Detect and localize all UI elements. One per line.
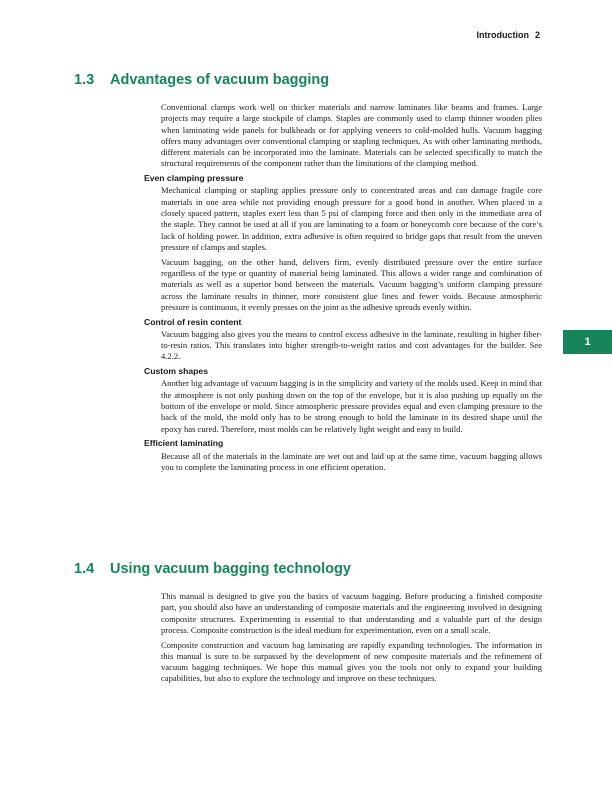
subheading-efficient-laminating: Efficient laminating	[144, 438, 224, 449]
section-heading-1-3	[74, 72, 329, 88]
chapter-tab-label: 1	[584, 336, 591, 348]
subheading-resin-content: Control of resin content	[144, 316, 242, 327]
intro-paragraph: Conventional clamps work well on thicker materials and narrow laminates like beams and frames. Large projects may require a large stockpile of clamps. Staples are commonly used to clamp thinner wooden plies when laminating wide panels for bulkheads or for applying veneers to cold-molded hulls. Vacuum bagging offers many advantages over conventional clamping or stapling techniques. As with other laminating methods, different materials can be incorporated into the laminate. Materials can be selected specifically to match the structural requirements of the component rather than the limitations of the clamping method.	[161, 102, 542, 169]
section-1-3-body	[114, 102, 542, 477]
paragraph: Vacuum bagging, on the other hand, delivers firm, evenly distributed pressure over the entire surface regardless of the type or quantity of material being laminated. This allows a wider range and combination of materials as well as a superior bond between the materials. Vacuum bagging’s uniform clamping pressure across the laminate results in thinner, more consistent glue lines and fewer voids. Because atmospheric pressure is continuous, it evenly presses on the joint as the adhesive spreads evenly within.	[161, 256, 542, 312]
chapter-title: Introduction	[476, 30, 529, 40]
section-title: Using vacuum bagging technology	[110, 561, 351, 577]
paragraph: Mechanical clamping or stapling applies pressure only to concentrated areas and can damage fragile core materials in one area while not providing enough pressure for a good bond in another. When placed in a closely spaced pattern, staples exert less than 5 psi of clamping force and then only in the immediate area of the staple. They cannot be used at all if you are laminating to a foam or honeycomb core because of the core’s lack of holding power. In addition, extra adhesive is often required to bridge gaps that result from the uneven pressure of clamps and staples.	[161, 185, 542, 252]
page-number: 2	[534, 30, 540, 40]
running-header	[476, 30, 540, 40]
section-number: 1.3	[74, 72, 95, 88]
section-1-4-body	[114, 591, 542, 688]
paragraph: Another big advantage of vacuum bagging is in the simplicity and variety of the molds used. Keep in mind that the atmosphere is not only pushing down on the top of the envelope, but it is also pushing up equally on the bottom of the envelope or mold. Since atmospheric pressure provides equal and even clamping pressure to the back of the mold, the mold only has to be strong enough to hold the laminate in its desired shape until the epoxy has cured. Therefore, most molds can be relatively light weight and easy to build.	[161, 378, 542, 434]
paragraph: Because all of the materials in the laminate are wet out and laid up at the same time, vacuum bagging allows you to complete the laminating process in one efficient operation.	[161, 450, 542, 472]
subheading-even-clamping: Even clamping pressure	[144, 173, 244, 184]
section-heading-1-4	[74, 561, 351, 577]
paragraph: This manual is designed to give you the basics of vacuum bagging. Before producing a finished composite part, you should also have an understanding of composite materials and the engineering involved in designing composite structures. Experimenting is essential to that understanding and a valuable part of the design process. Composite construction is the ideal medium for experimentation, even on a small scale.	[161, 591, 542, 635]
subheading-custom-shapes: Custom shapes	[144, 366, 208, 377]
chapter-tab	[563, 330, 612, 354]
section-title: Advantages of vacuum bagging	[110, 72, 330, 88]
paragraph: Vacuum bagging also gives you the means to control excess adhesive in the laminate, resulting in higher fiber-to-resin ratios. This translates into higher strength-to-weight ratios and cost advantages for the builder. See 4.2.2.	[161, 328, 542, 362]
paragraph: Composite construction and vacuum bag laminating are rapidly expanding technologies. The information in this manual is sure to be surpassed by the development of new composite materials and the refinement of vacuum bagging techniques. We hope this manual gives you the tools not only to expand your building capabilities, but also to explore the technology and improve on these techniques.	[161, 639, 542, 684]
section-number: 1.4	[74, 561, 95, 577]
